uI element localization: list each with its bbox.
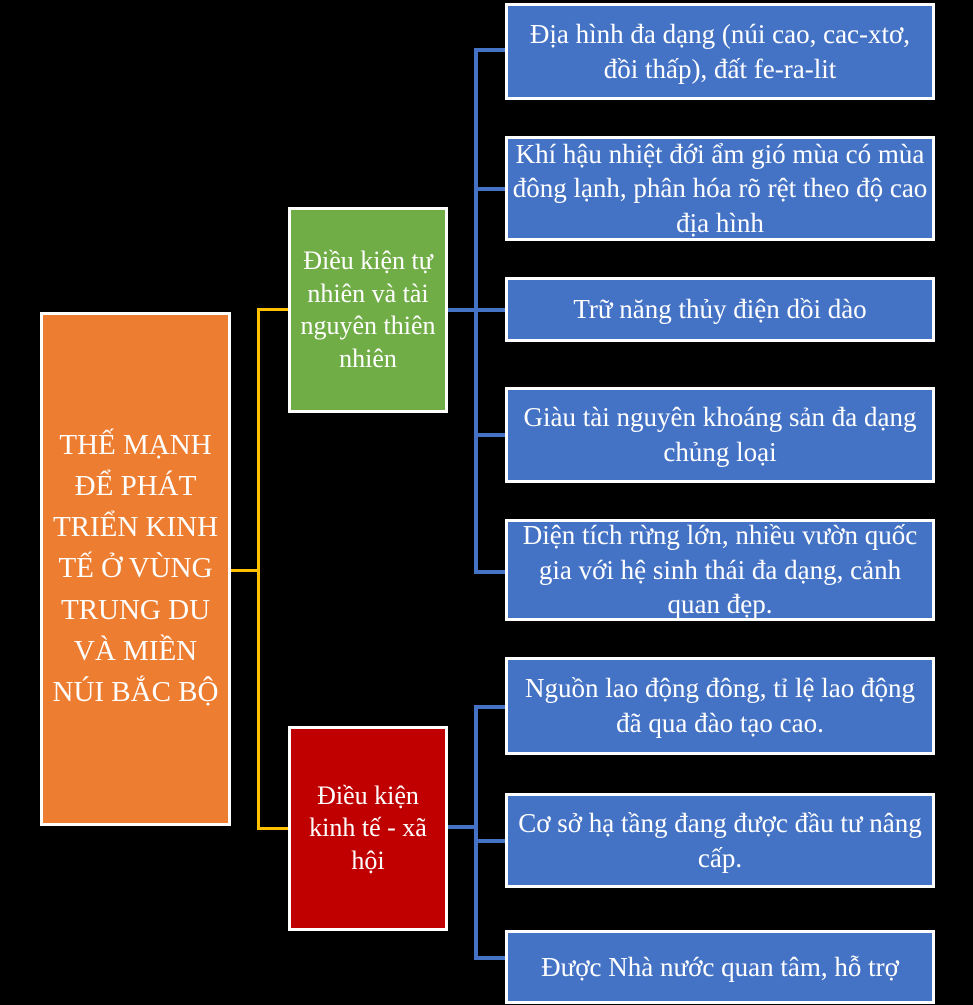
leaf-node-state-support: Được Nhà nước quan tâm, hỗ trợ: [505, 930, 935, 1004]
branch-node-economic-conditions: Điều kiện kinh tế - xã hội: [288, 726, 448, 931]
leaf-node-terrain: Địa hình đa dạng (núi cao, cac-xtơ, đồi thấp), đất fe-ra-lit: [505, 3, 935, 100]
connector-natural-leaf1: [474, 48, 505, 52]
connector-economic-leaf3: [474, 956, 505, 960]
connector-economic-leaf2: [474, 839, 505, 843]
connector-economic-trunk: [447, 825, 475, 829]
root-node: THẾ MẠNH ĐỂ PHÁT TRIỂN KINH TẾ Ở VÙNG TRUNG DU VÀ MIỀN NÚI BẮC BỘ: [40, 312, 231, 826]
connector-root-to-economic: [257, 827, 289, 830]
connector-natural-trunk: [447, 308, 475, 312]
connector-root-vertical: [257, 308, 260, 830]
leaf-node-climate: Khí hậu nhiệt đới ẩm gió mùa có mùa đông lạnh, phân hóa rõ rệt theo độ cao địa hình: [505, 136, 935, 241]
leaf-node-minerals: Giàu tài nguyên khoáng sản đa dạng chủng loại: [505, 387, 935, 483]
connector-natural-leaf4: [474, 433, 505, 437]
connector-natural-leaf5: [474, 570, 505, 574]
connector-natural-leaf3: [474, 308, 505, 312]
branch-node-natural-conditions: Điều kiện tự nhiên và tài nguyên thiên nhiên: [288, 207, 448, 413]
connector-economic-leaf1: [474, 705, 505, 709]
leaf-node-infrastructure: Cơ sở hạ tầng đang được đầu tư nâng cấp.: [505, 793, 935, 888]
connector-natural-leaf2: [474, 187, 505, 191]
connector-root-trunk: [229, 569, 258, 572]
leaf-node-hydropower: Trữ năng thủy điện dồi dào: [505, 277, 935, 342]
connector-economic-vertical: [474, 705, 478, 960]
leaf-node-labor: Nguồn lao động đông, tỉ lệ lao động đã qua đào tạo cao.: [505, 657, 935, 755]
connector-root-to-natural: [257, 308, 289, 311]
leaf-node-forest: Diện tích rừng lớn, nhiều vườn quốc gia với hệ sinh thái đa dạng, cảnh quan đẹp.: [505, 519, 935, 621]
